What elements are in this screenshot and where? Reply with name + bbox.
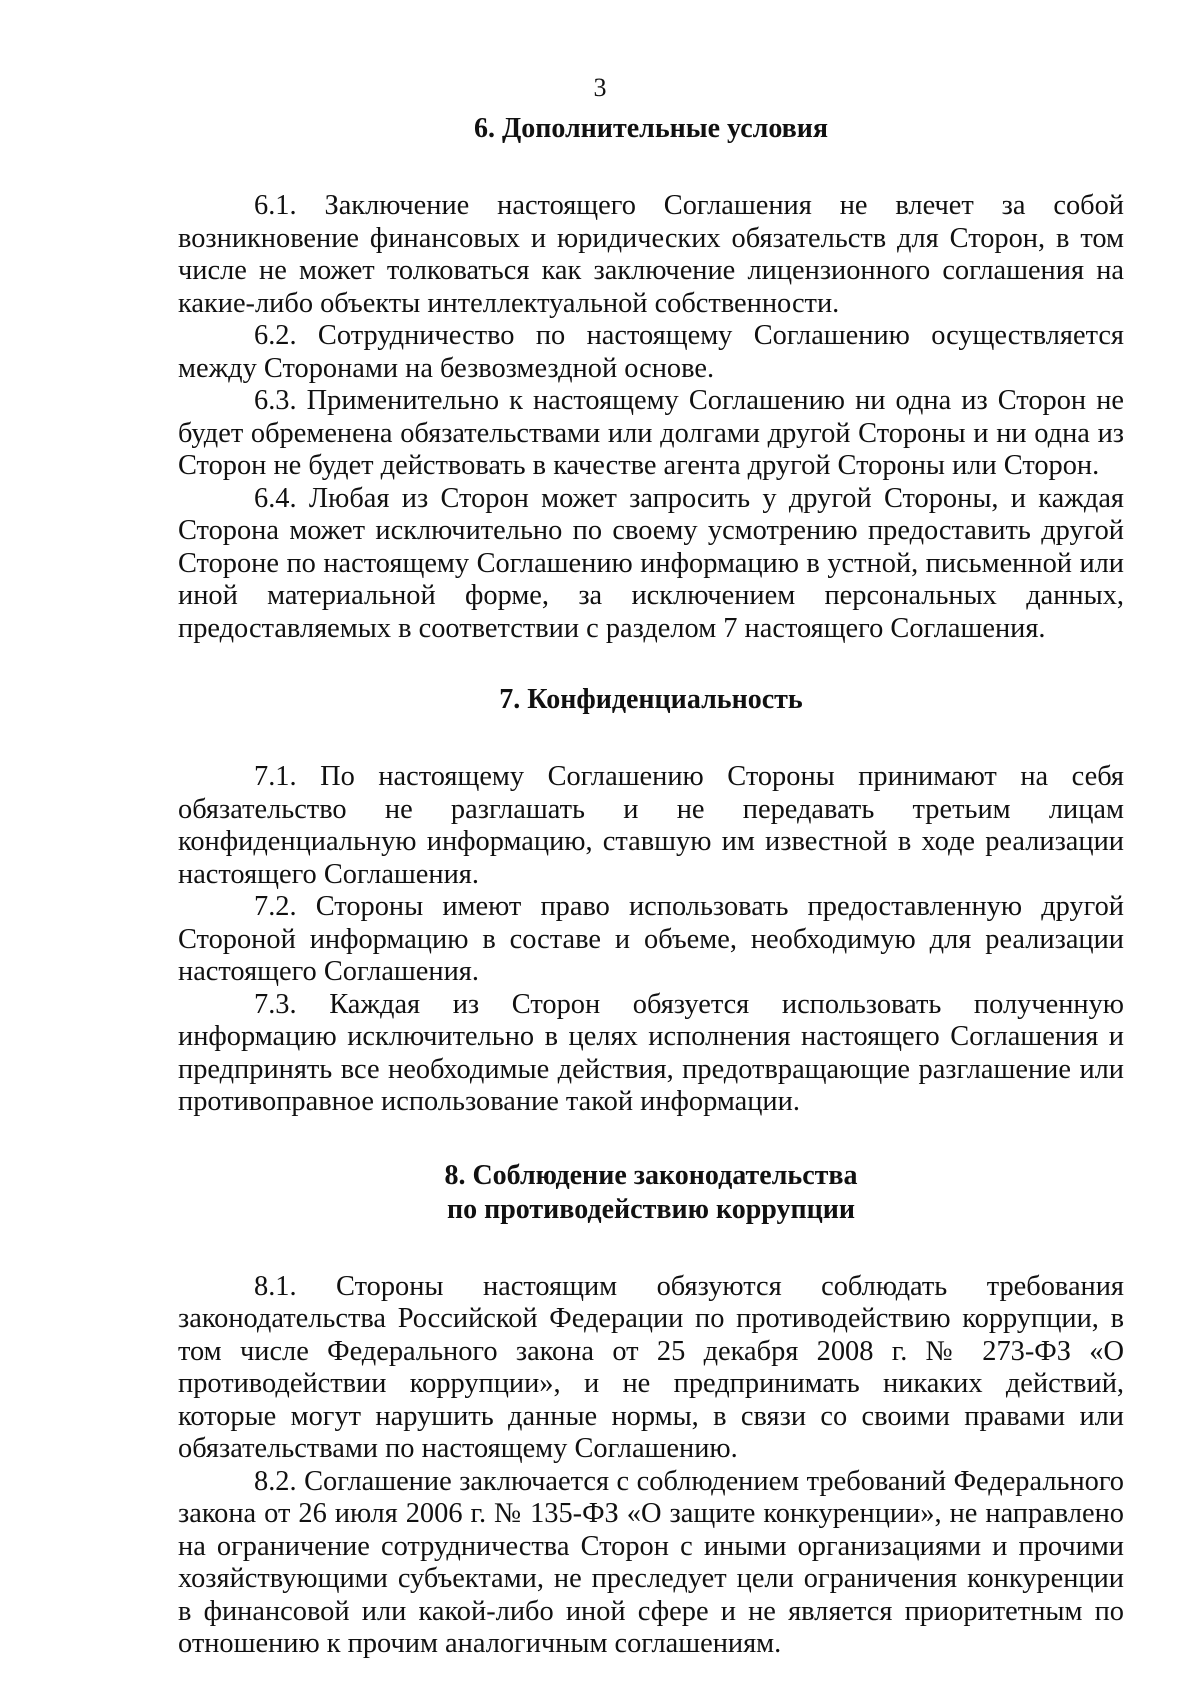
clause-list: [178, 190, 1124, 645]
clause-8-1: 8.1. Стороны настоящим обязуются соблюдать требования законодательства Российской Федерации по противодействию коррупции, в том числе Федерального закона от 25 декабря 2008 г. № 273-ФЗ «О противодействии коррупции», и не предпринимать никаких действий, которые могут нарушить данные нормы, в связи со своими правами или обязательствами по настоящему Соглашению.: [178, 1270, 1124, 1464]
clause-6-4: 6.4. Любая из Сторон может запросить у другой Стороны, и каждая Сторона может исключительно по своему усмотрению предоставить другой Стороне по настоящему Соглашению информацию в устной, письменной или иной материальной форме, за исключением персональных данных, предоставляемых в соответствии с разделом 7 настоящего Соглашения.: [178, 482, 1124, 644]
clause-6-1: 6.1. Заключение настоящего Соглашения не влечет за собой возникновение финансовых и юридических обязательств для Сторон, в том числе не может толковаться как заключение лицензионного соглашения на какие-либо объекты интеллектуальной собственности.: [178, 190, 1124, 319]
section-additional-terms: [178, 112, 1124, 645]
clause-7-3: 7.3. Каждая из Сторон обязуется использовать полученную информацию исключительно в целях исполнения настоящего Соглашения и предпринять все необходимые действия, предотвращающие разглашение или противоправное использование такой информации.: [178, 988, 1124, 1117]
clause-8-2: 8.2. Соглашение заключается с соблюдением требований Федерального закона от 26 июля 2006 г. № 135-ФЗ «О защите конкуренции», не направлено на ограничение сотрудничества Сторон с иными организациями и прочими хозяйствующими субъектами, не преследует цели ограничения конкуренции в финансовой или какой-либо иной сфере и не является приоритетным по отношению к прочим аналогичным соглашениям.: [178, 1465, 1124, 1659]
document-body: [178, 112, 1124, 1661]
section-confidentiality: [178, 683, 1124, 1119]
section-heading-line: 8. Соблюдение законодательства: [444, 1159, 858, 1191]
clause-7-2: 7.2. Стороны имеют право использовать предоставленную другой Стороной информацию в составе и объеме, необходимую для реализации настоящего Соглашения.: [178, 891, 1124, 987]
clause-list: [178, 761, 1124, 1119]
clause-7-1: 7.1. По настоящему Соглашению Стороны принимают на себя обязательство не разглашать и не передавать третьим лицам конфиденциальную информацию, ставшую им известной в ходе реализации настоящего Соглашения.: [178, 761, 1124, 890]
clause-6-3: 6.3. Применительно к настоящему Соглашению ни одна из Сторон не будет обременена обязательствами или долгами другой Стороны и ни одна из Сторон не будет действовать в качестве агента другой Стороны или Сторон.: [178, 385, 1124, 481]
section-heading: 6. Дополнительные условия: [473, 113, 829, 144]
section-anti-corruption: [178, 1159, 1124, 1661]
section-heading: 7. Конфиденциальность: [499, 684, 803, 715]
clause-list: [178, 1271, 1124, 1661]
clause-6-2: 6.2. Сотрудничество по настоящему Соглашению осуществляется между Сторонами на безвозмездной основе.: [178, 320, 1124, 384]
page-number: 3: [593, 73, 607, 102]
section-heading: [178, 1159, 1124, 1227]
section-heading-line: по противодействию коррупции: [446, 1193, 856, 1225]
